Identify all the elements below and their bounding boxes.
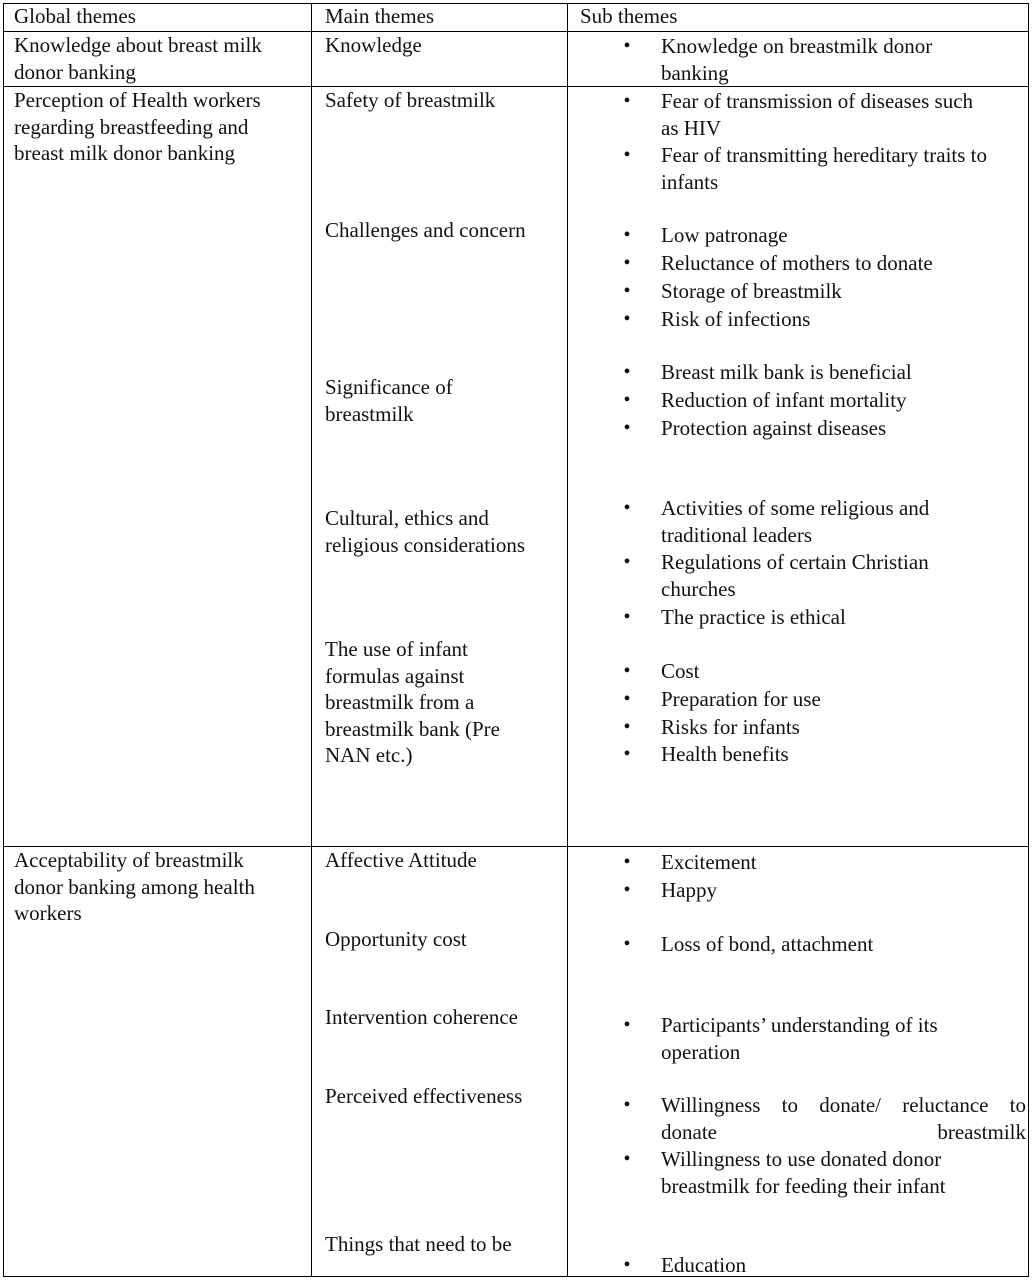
sub-theme-text: Education	[661, 1253, 747, 1277]
main-theme: The use of infant formulas against breastmilk from a breastmilk bank (Pre NAN etc.)	[325, 637, 500, 767]
bullet-icon: •	[623, 144, 631, 166]
sub-theme-text: Participants’ understanding of its operation	[661, 1013, 938, 1064]
sub-theme-text: Fear of transmission of diseases such as HIV	[661, 89, 974, 140]
main-theme: Intervention coherence	[325, 1005, 518, 1029]
column-divider-2	[567, 3, 568, 1277]
sub-theme-text: Storage of breastmilk	[661, 279, 842, 303]
bullet-icon: •	[623, 497, 631, 519]
sub-theme-text: Happy	[661, 878, 717, 902]
header-main-themes: Main themes	[325, 4, 435, 28]
main-theme: Knowledge	[325, 33, 422, 57]
sub-theme-text: Breast milk bank is beneficial	[661, 360, 912, 384]
sub-theme-text: Low patronage	[661, 223, 788, 247]
sub-theme-text: Health benefits	[661, 742, 789, 766]
bullet-icon: •	[623, 280, 631, 302]
bullet-icon: •	[623, 716, 631, 738]
bullet-icon: •	[623, 90, 631, 112]
header-global-themes: Global themes	[14, 4, 136, 28]
main-theme: Opportunity cost	[325, 927, 467, 951]
table-border-top	[3, 3, 1029, 4]
sub-theme-text: The practice is ethical	[661, 605, 846, 629]
sub-theme-text: Protection against diseases	[661, 416, 887, 440]
sub-theme-text: Risks for infants	[661, 715, 800, 739]
bullet-icon: •	[623, 660, 631, 682]
bullet-icon: •	[623, 1148, 631, 1170]
sub-theme-text: Willingness to donate/ reluctance to donate breastmilk	[661, 1093, 1026, 1144]
bullet-icon: •	[623, 1094, 631, 1116]
header-sub-themes: Sub themes	[580, 4, 678, 28]
sub-theme-text: Activities of some religious and traditional leaders	[661, 496, 930, 547]
global-theme-perception: Perception of Health workers regarding breastfeeding and breast milk donor banking	[14, 88, 261, 165]
column-divider-1	[311, 3, 312, 1277]
sub-theme-text: Excitement	[661, 850, 757, 874]
sub-theme-text: Willingness to use donated donor breastmilk for feeding their infant	[661, 1147, 946, 1198]
main-theme: Challenges and concern	[325, 218, 526, 242]
global-theme-acceptability: Acceptability of breastmilk donor banking among health workers	[14, 848, 255, 925]
sub-theme-text: Knowledge on breastmilk donor banking	[661, 34, 933, 85]
bullet-icon: •	[623, 551, 631, 573]
table-border-bottom	[3, 1276, 1029, 1277]
bullet-icon: •	[623, 688, 631, 710]
table-border-right	[1028, 3, 1029, 1277]
global-theme-knowledge: Knowledge about breast milk donor banking	[14, 33, 262, 84]
bullet-icon: •	[623, 1014, 631, 1036]
bullet-icon: •	[623, 361, 631, 383]
bullet-icon: •	[623, 1254, 631, 1276]
main-theme: Safety of breastmilk	[325, 88, 496, 112]
sub-theme-text: Loss of bond, attachment	[661, 932, 874, 956]
sub-theme-text: Fear of transmitting hereditary traits to infants	[661, 143, 987, 194]
sub-theme-text: Reduction of infant mortality	[661, 388, 907, 412]
bullet-icon: •	[623, 933, 631, 955]
bullet-icon: •	[623, 417, 631, 439]
sub-theme-text: Preparation for use	[661, 687, 821, 711]
bullet-icon: •	[623, 252, 631, 274]
main-theme: Perceived effectiveness	[325, 1084, 523, 1108]
bullet-icon: •	[623, 743, 631, 765]
bullet-icon: •	[623, 224, 631, 246]
sub-theme-text: Risk of infections	[661, 307, 811, 331]
sub-theme-text: Cost	[661, 659, 700, 683]
bullet-icon: •	[623, 35, 631, 57]
bullet-icon: •	[623, 308, 631, 330]
main-theme: Cultural, ethics and religious considerations	[325, 506, 526, 557]
main-theme: Affective Attitude	[325, 848, 477, 872]
bullet-icon: •	[623, 879, 631, 901]
themes-table	[3, 3, 1029, 1277]
main-theme: Things that need to be	[325, 1232, 512, 1256]
bullet-icon: •	[623, 851, 631, 873]
bullet-icon: •	[623, 389, 631, 411]
sub-theme-text: Reluctance of mothers to donate	[661, 251, 933, 275]
main-theme: Significance of breastmilk	[325, 375, 453, 426]
table-border-left	[3, 3, 4, 1277]
sub-theme-text: Regulations of certain Christian churches	[661, 550, 929, 601]
bullet-icon: •	[623, 606, 631, 628]
